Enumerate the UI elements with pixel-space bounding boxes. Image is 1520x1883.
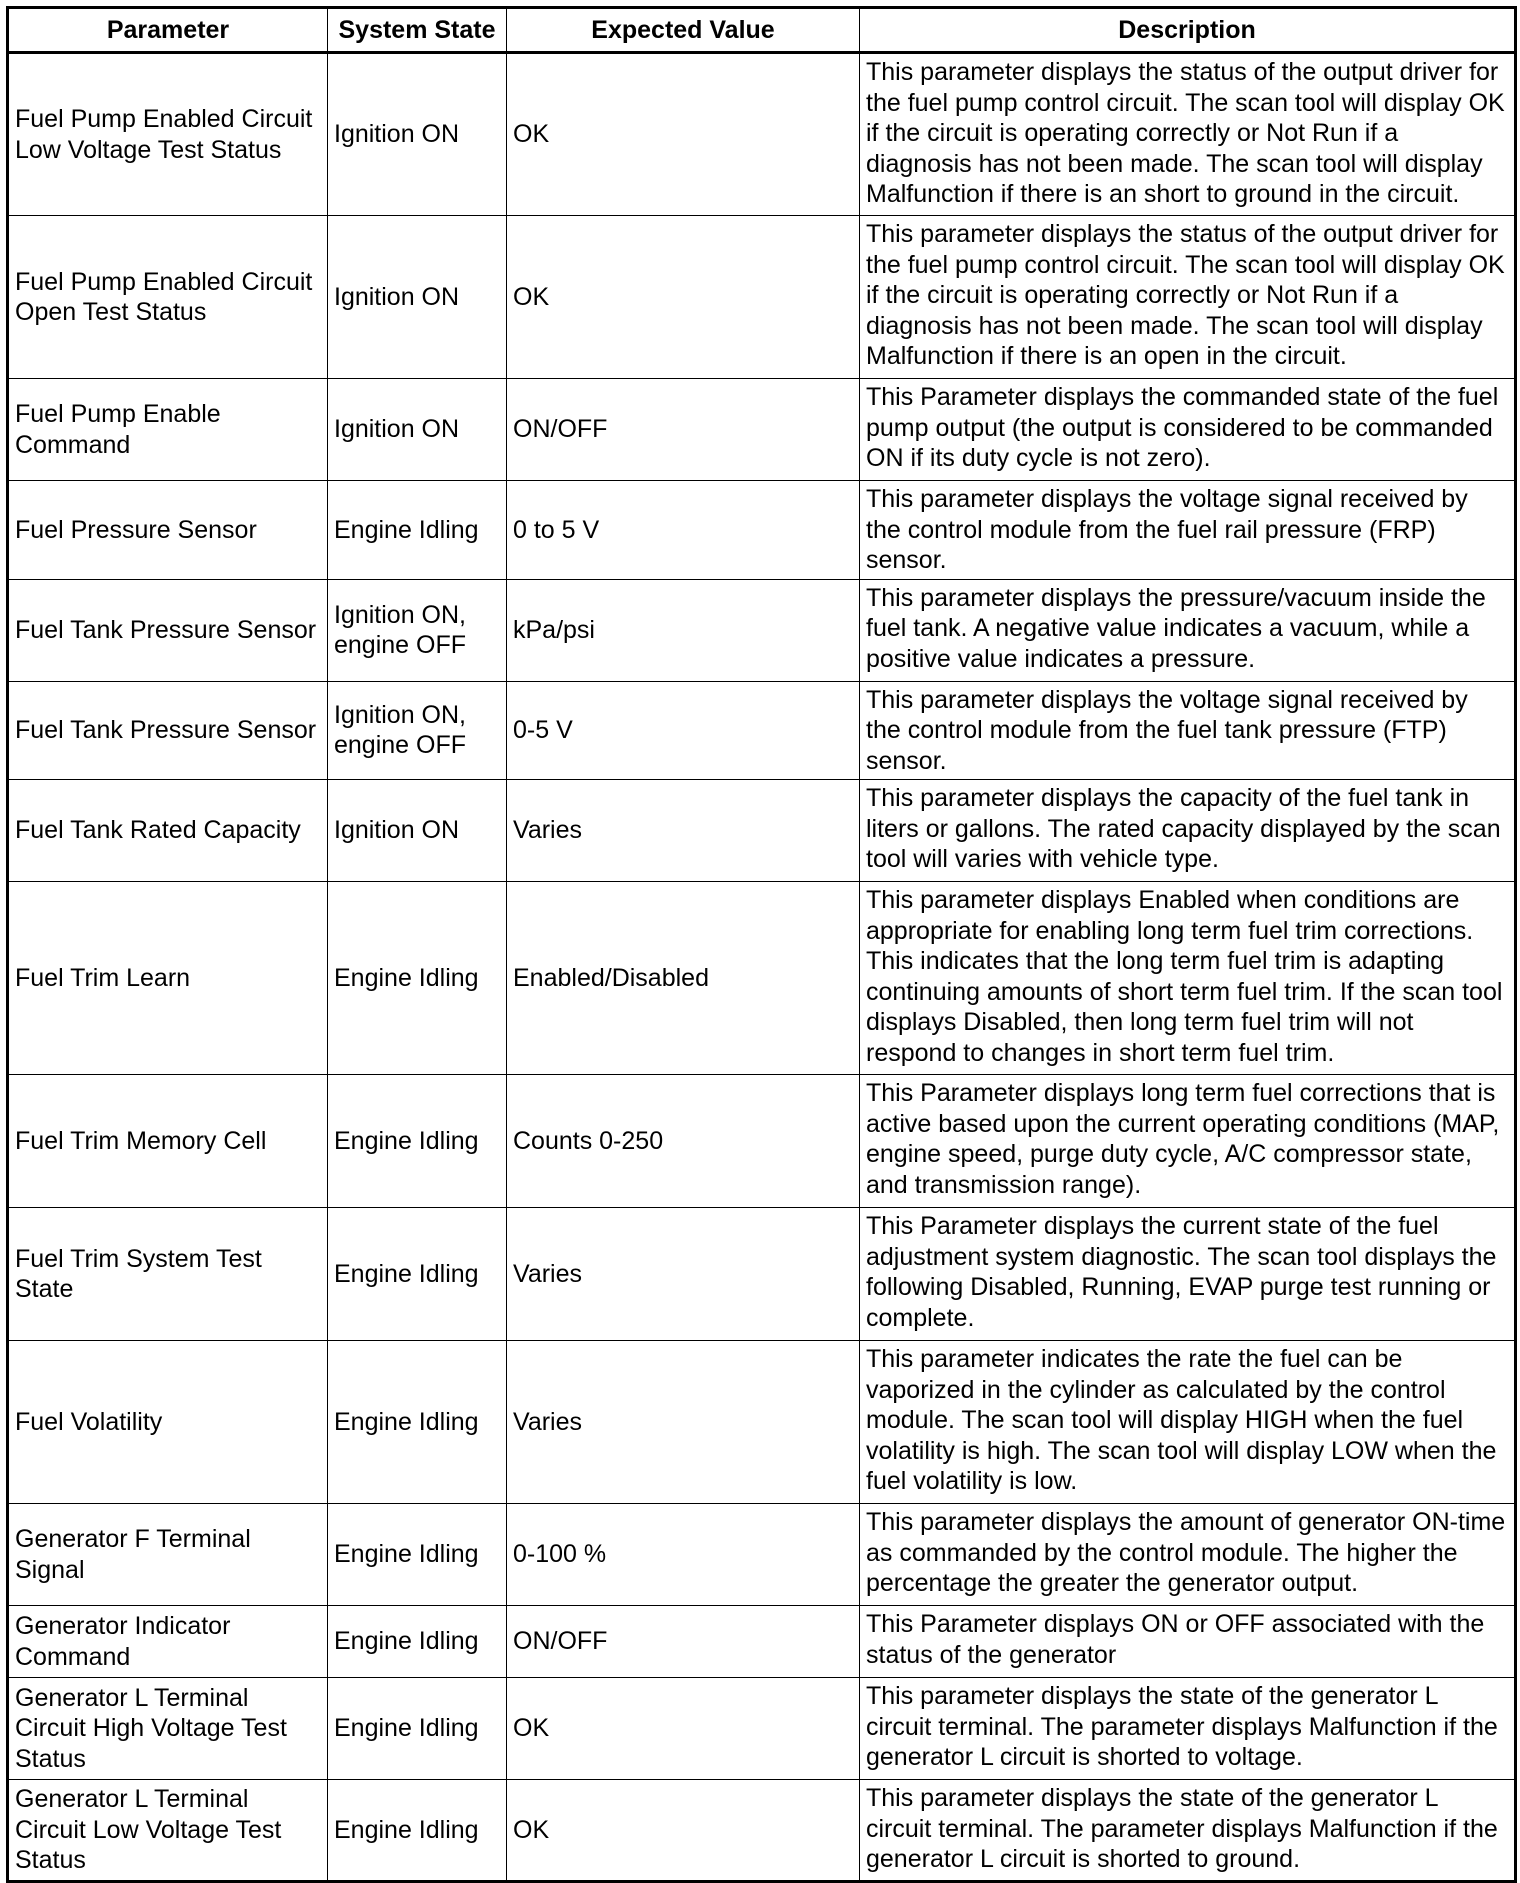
table-row bbox=[8, 216, 1516, 379]
cell-expected-value: ON/OFF bbox=[507, 379, 860, 481]
cell-system-state: Engine Idling bbox=[328, 1780, 507, 1882]
cell-system-state: Engine Idling bbox=[328, 1678, 507, 1780]
cell-description: This parameter displays the voltage signal received by the control module from the fuel rail pressure (FRP) sensor. bbox=[860, 481, 1516, 580]
table-row bbox=[8, 882, 1516, 1075]
cell-description: This parameter displays the voltage signal received by the control module from the fuel tank pressure (FTP) sensor. bbox=[860, 681, 1516, 780]
table-row bbox=[8, 1780, 1516, 1882]
cell-system-state: Engine Idling bbox=[328, 1208, 507, 1341]
cell-parameter: Fuel Tank Pressure Sensor bbox=[8, 681, 328, 780]
cell-system-state: Ignition ON, engine OFF bbox=[328, 579, 507, 681]
cell-expected-value: kPa/psi bbox=[507, 579, 860, 681]
cell-expected-value: OK bbox=[507, 1780, 860, 1882]
cell-parameter: Fuel Pressure Sensor bbox=[8, 481, 328, 580]
header-description: Description bbox=[860, 8, 1516, 53]
header-parameter: Parameter bbox=[8, 8, 328, 53]
cell-description: This parameter displays the capacity of the fuel tank in liters or gallons. The rated capacity displayed by the scan tool will varies with vehicle type. bbox=[860, 780, 1516, 882]
cell-expected-value: Enabled/Disabled bbox=[507, 882, 860, 1075]
cell-expected-value: OK bbox=[507, 1678, 860, 1780]
cell-parameter: Fuel Tank Rated Capacity bbox=[8, 780, 328, 882]
table-row bbox=[8, 1341, 1516, 1504]
cell-expected-value: Varies bbox=[507, 780, 860, 882]
cell-parameter: Generator Indicator Command bbox=[8, 1606, 328, 1678]
cell-description: This parameter displays the amount of generator ON-time as commanded by the control module. The higher the percentage the greater the generator output. bbox=[860, 1504, 1516, 1606]
cell-description: This parameter displays the state of the generator L circuit terminal. The parameter displays Malfunction if the generator L circuit is shorted to ground. bbox=[860, 1780, 1516, 1882]
parameter-table bbox=[6, 6, 1517, 1883]
table-row bbox=[8, 1678, 1516, 1780]
cell-parameter: Fuel Volatility bbox=[8, 1341, 328, 1504]
table-row bbox=[8, 379, 1516, 481]
cell-parameter: Fuel Trim System Test State bbox=[8, 1208, 328, 1341]
cell-description: This parameter displays the state of the generator L circuit terminal. The parameter displays Malfunction if the generator L circuit is shorted to voltage. bbox=[860, 1678, 1516, 1780]
cell-expected-value: 0-100 % bbox=[507, 1504, 860, 1606]
cell-system-state: Engine Idling bbox=[328, 1341, 507, 1504]
table-row bbox=[8, 481, 1516, 580]
table-body bbox=[8, 53, 1516, 1882]
table-row bbox=[8, 1606, 1516, 1678]
cell-expected-value: Counts 0-250 bbox=[507, 1075, 860, 1208]
cell-description: This Parameter displays the current state of the fuel adjustment system diagnostic. The scan tool displays the following Disabled, Running, EVAP purge test running or complete. bbox=[860, 1208, 1516, 1341]
table-row bbox=[8, 681, 1516, 780]
cell-description: This parameter displays the status of the output driver for the fuel pump control circuit. The scan tool will display OK if the circuit is operating correctly or Not Run if a diagnosis has not been made. The scan tool will display Malfunction if there is an short to ground in the circuit. bbox=[860, 53, 1516, 216]
cell-system-state: Engine Idling bbox=[328, 882, 507, 1075]
cell-expected-value: ON/OFF bbox=[507, 1606, 860, 1678]
cell-description: This parameter displays Enabled when conditions are appropriate for enabling long term fuel trim corrections. This indicates that the long term fuel trim is adapting continuing amounts of short term fuel trim. If the scan tool displays Disabled, then long term fuel trim will not respond to changes in short term fuel trim. bbox=[860, 882, 1516, 1075]
cell-parameter: Fuel Trim Memory Cell bbox=[8, 1075, 328, 1208]
cell-parameter: Fuel Pump Enable Command bbox=[8, 379, 328, 481]
cell-description: This parameter indicates the rate the fuel can be vaporized in the cylinder as calculated by the control module. The scan tool will display HIGH when the fuel volatility is high. The scan tool will display LOW when the fuel volatility is low. bbox=[860, 1341, 1516, 1504]
table-row bbox=[8, 1504, 1516, 1606]
cell-system-state: Engine Idling bbox=[328, 1075, 507, 1208]
cell-parameter: Generator L Terminal Circuit High Voltage Test Status bbox=[8, 1678, 328, 1780]
table-row bbox=[8, 53, 1516, 216]
cell-expected-value: 0-5 V bbox=[507, 681, 860, 780]
cell-system-state: Ignition ON bbox=[328, 379, 507, 481]
cell-parameter: Fuel Tank Pressure Sensor bbox=[8, 579, 328, 681]
cell-parameter: Fuel Trim Learn bbox=[8, 882, 328, 1075]
cell-parameter: Generator L Terminal Circuit Low Voltage Test Status bbox=[8, 1780, 328, 1882]
cell-description: This Parameter displays the commanded state of the fuel pump output (the output is considered to be commanded ON if its duty cycle is not zero). bbox=[860, 379, 1516, 481]
cell-system-state: Ignition ON, engine OFF bbox=[328, 681, 507, 780]
cell-description: This parameter displays the pressure/vacuum inside the fuel tank. A negative value indicates a vacuum, while a positive value indicates a pressure. bbox=[860, 579, 1516, 681]
header-row bbox=[8, 8, 1516, 53]
cell-system-state: Engine Idling bbox=[328, 481, 507, 580]
table-row bbox=[8, 1208, 1516, 1341]
table-row bbox=[8, 579, 1516, 681]
cell-parameter: Fuel Pump Enabled Circuit Low Voltage Test Status bbox=[8, 53, 328, 216]
header-system-state: System State bbox=[328, 8, 507, 53]
cell-system-state: Ignition ON bbox=[328, 53, 507, 216]
cell-expected-value: 0 to 5 V bbox=[507, 481, 860, 580]
cell-expected-value: OK bbox=[507, 216, 860, 379]
cell-description: This Parameter displays long term fuel corrections that is active based upon the current operating conditions (MAP, engine speed, purge duty cycle, A/C compressor state, and transmission range). bbox=[860, 1075, 1516, 1208]
cell-system-state: Engine Idling bbox=[328, 1606, 507, 1678]
table-row bbox=[8, 780, 1516, 882]
cell-system-state: Ignition ON bbox=[328, 216, 507, 379]
cell-expected-value: Varies bbox=[507, 1208, 860, 1341]
cell-system-state: Engine Idling bbox=[328, 1504, 507, 1606]
cell-description: This parameter displays the status of the output driver for the fuel pump control circuit. The scan tool will display OK if the circuit is operating correctly or Not Run if a diagnosis has not been made. The scan tool will display Malfunction if there is an open in the circuit. bbox=[860, 216, 1516, 379]
cell-parameter: Fuel Pump Enabled Circuit Open Test Status bbox=[8, 216, 328, 379]
cell-description: This Parameter displays ON or OFF associated with the status of the generator bbox=[860, 1606, 1516, 1678]
table-row bbox=[8, 1075, 1516, 1208]
cell-system-state: Ignition ON bbox=[328, 780, 507, 882]
header-expected-value: Expected Value bbox=[507, 8, 860, 53]
cell-parameter: Generator F Terminal Signal bbox=[8, 1504, 328, 1606]
cell-expected-value: Varies bbox=[507, 1341, 860, 1504]
cell-expected-value: OK bbox=[507, 53, 860, 216]
